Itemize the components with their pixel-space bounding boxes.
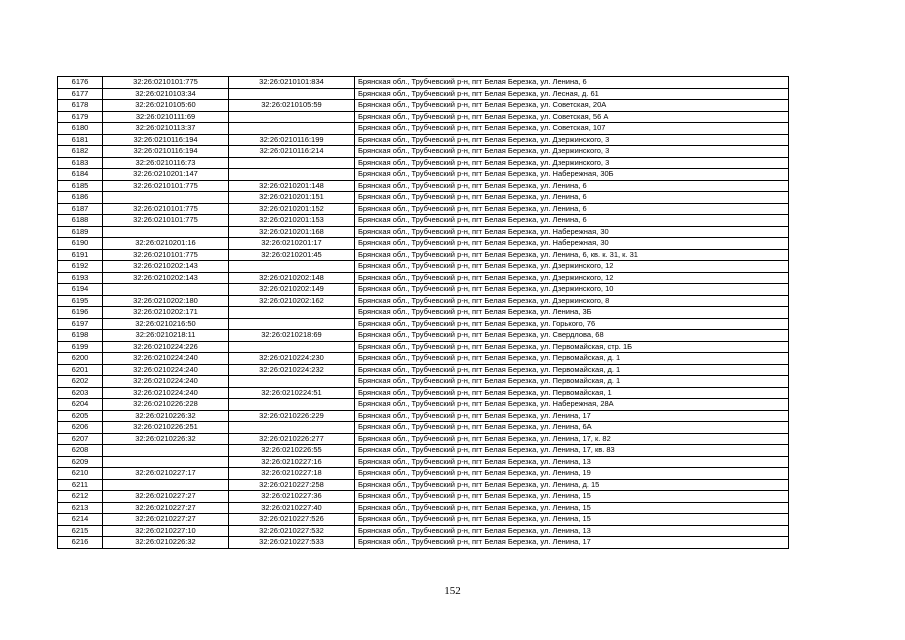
cadastral-number-cell: 32:26:0210201:168: [229, 226, 355, 238]
table-row: [58, 537, 789, 549]
cadastral-number-cell: [229, 422, 355, 434]
address-cell: Брянская обл., Трубчевский р-н, пгт Белая Березка, ул. Дзержинского, 8: [355, 295, 789, 307]
cadastral-number-cell: 32:26:0210116:199: [229, 134, 355, 146]
cadastral-number-cell: [229, 111, 355, 123]
cadastral-number-cell: 32:26:0210226:55: [229, 445, 355, 457]
parent-cadastral-number-cell: 32:26:0210224:240: [103, 353, 229, 365]
address-cell: Брянская обл., Трубчевский р-н, пгт Белая Березка, ул. Первомайская, стр. 1Б: [355, 341, 789, 353]
row-number-cell: 6212: [58, 491, 103, 503]
row-number-cell: 6183: [58, 157, 103, 169]
cadastral-number-cell: 32:26:0210226:277: [229, 433, 355, 445]
table-row: [58, 111, 789, 123]
table-row: [58, 203, 789, 215]
cadastral-number-cell: 32:26:0210224:232: [229, 364, 355, 376]
parent-cadastral-number-cell: [103, 284, 229, 296]
cadastral-number-cell: 32:26:0210202:148: [229, 272, 355, 284]
address-cell: Брянская обл., Трубчевский р-н, пгт Белая Березка, ул. Ленина, 6: [355, 77, 789, 89]
table-row: [58, 433, 789, 445]
cadastral-number-cell: 32:26:0210227:258: [229, 479, 355, 491]
parent-cadastral-number-cell: [103, 445, 229, 457]
table-row: [58, 410, 789, 422]
address-cell: Брянская обл., Трубчевский р-н, пгт Белая Березка, ул. Набережная, 30Б: [355, 169, 789, 181]
table-row: [58, 88, 789, 100]
table-row: [58, 77, 789, 89]
address-cell: Брянская обл., Трубчевский р-н, пгт Белая Березка, ул. Ленина, д. 15: [355, 479, 789, 491]
table-row: [58, 226, 789, 238]
row-number-cell: 6188: [58, 215, 103, 227]
address-cell: Брянская обл., Трубчевский р-н, пгт Белая Березка, ул. Ленина, 6: [355, 180, 789, 192]
row-number-cell: 6209: [58, 456, 103, 468]
parent-cadastral-number-cell: 32:26:0210103:34: [103, 88, 229, 100]
table-row: [58, 100, 789, 112]
cadastral-number-cell: [229, 261, 355, 273]
address-cell: Брянская обл., Трубчевский р-н, пгт Белая Березка, ул. Ленина, 19: [355, 468, 789, 480]
parent-cadastral-number-cell: 32:26:0210113:37: [103, 123, 229, 135]
cadastral-number-cell: 32:26:0210218:69: [229, 330, 355, 342]
row-number-cell: 6205: [58, 410, 103, 422]
row-number-cell: 6191: [58, 249, 103, 261]
parent-cadastral-number-cell: 32:26:0210116:194: [103, 146, 229, 158]
address-cell: Брянская обл., Трубчевский р-н, пгт Белая Березка, ул. Ленина, 3Б: [355, 307, 789, 319]
row-number-cell: 6211: [58, 479, 103, 491]
table-row: [58, 318, 789, 330]
address-cell: Брянская обл., Трубчевский р-н, пгт Белая Березка, ул. Ленина, 6, кв. к. 31, к. 31: [355, 249, 789, 261]
cadastral-number-cell: [229, 157, 355, 169]
parent-cadastral-number-cell: [103, 226, 229, 238]
parent-cadastral-number-cell: 32:26:0210227:17: [103, 468, 229, 480]
address-cell: Брянская обл., Трубчевский р-н, пгт Белая Березка, ул. Ленина, 6: [355, 192, 789, 204]
address-cell: Брянская обл., Трубчевский р-н, пгт Белая Березка, ул. Советская, 20А: [355, 100, 789, 112]
table-row: [58, 491, 789, 503]
table-row: [58, 215, 789, 227]
parent-cadastral-number-cell: 32:26:0210201:16: [103, 238, 229, 250]
parent-cadastral-number-cell: 32:26:0210101:775: [103, 249, 229, 261]
row-number-cell: 6179: [58, 111, 103, 123]
row-number-cell: 6200: [58, 353, 103, 365]
cadastral-number-cell: 32:26:0210202:149: [229, 284, 355, 296]
table-row: [58, 272, 789, 284]
cadastral-number-cell: 32:26:0210101:834: [229, 77, 355, 89]
cadastral-number-cell: 32:26:0210201:153: [229, 215, 355, 227]
row-number-cell: 6195: [58, 295, 103, 307]
row-number-cell: 6184: [58, 169, 103, 181]
cadastral-number-cell: 32:26:0210201:148: [229, 180, 355, 192]
cadastral-number-cell: [229, 376, 355, 388]
parent-cadastral-number-cell: 32:26:0210227:27: [103, 502, 229, 514]
row-number-cell: 6197: [58, 318, 103, 330]
address-cell: Брянская обл., Трубчевский р-н, пгт Белая Березка, ул. Ленина, 17, к. 82: [355, 433, 789, 445]
data-table: [57, 76, 789, 549]
row-number-cell: 6206: [58, 422, 103, 434]
parent-cadastral-number-cell: 32:26:0210226:251: [103, 422, 229, 434]
table-row: [58, 261, 789, 273]
row-number-cell: 6185: [58, 180, 103, 192]
row-number-cell: 6181: [58, 134, 103, 146]
address-cell: Брянская обл., Трубчевский р-н, пгт Белая Березка, ул. Первомайская, 1: [355, 387, 789, 399]
parent-cadastral-number-cell: 32:26:0210227:27: [103, 514, 229, 526]
parent-cadastral-number-cell: 32:26:0210226:32: [103, 537, 229, 549]
address-cell: Брянская обл., Трубчевский р-н, пгт Белая Березка, ул. Свердлова, 68: [355, 330, 789, 342]
address-cell: Брянская обл., Трубчевский р-н, пгт Белая Березка, ул. Ленина, 15: [355, 502, 789, 514]
parent-cadastral-number-cell: 32:26:0210202:143: [103, 272, 229, 284]
table-row: [58, 445, 789, 457]
parent-cadastral-number-cell: 32:26:0210227:27: [103, 491, 229, 503]
parent-cadastral-number-cell: 32:26:0210216:50: [103, 318, 229, 330]
cadastral-number-cell: 32:26:0210224:230: [229, 353, 355, 365]
parent-cadastral-number-cell: [103, 456, 229, 468]
parent-cadastral-number-cell: 32:26:0210202:171: [103, 307, 229, 319]
parent-cadastral-number-cell: 32:26:0210101:775: [103, 77, 229, 89]
table-row: [58, 341, 789, 353]
row-number-cell: 6201: [58, 364, 103, 376]
address-cell: Брянская обл., Трубчевский р-н, пгт Белая Березка, ул. Первомайская, д. 1: [355, 353, 789, 365]
cadastral-number-cell: [229, 341, 355, 353]
parent-cadastral-number-cell: 32:26:0210226:32: [103, 433, 229, 445]
parent-cadastral-number-cell: 32:26:0210227:10: [103, 525, 229, 537]
parent-cadastral-number-cell: 32:26:0210105:60: [103, 100, 229, 112]
cadastral-number-cell: [229, 318, 355, 330]
parent-cadastral-number-cell: 32:26:0210116:73: [103, 157, 229, 169]
table-row: [58, 157, 789, 169]
cadastral-number-cell: [229, 399, 355, 411]
parent-cadastral-number-cell: 32:26:0210226:32: [103, 410, 229, 422]
row-number-cell: 6187: [58, 203, 103, 215]
row-number-cell: 6176: [58, 77, 103, 89]
cadastral-number-cell: [229, 88, 355, 100]
address-cell: Брянская обл., Трубчевский р-н, пгт Белая Березка, ул. Ленина, 15: [355, 491, 789, 503]
address-cell: Брянская обл., Трубчевский р-н, пгт Белая Березка, ул. Дзержинского, 3: [355, 134, 789, 146]
cadastral-number-cell: 32:26:0210202:162: [229, 295, 355, 307]
parent-cadastral-number-cell: 32:26:0210101:775: [103, 215, 229, 227]
address-cell: Брянская обл., Трубчевский р-н, пгт Белая Березка, ул. Ленина, 17, кв. 83: [355, 445, 789, 457]
cadastral-number-cell: [229, 123, 355, 135]
table-row: [58, 399, 789, 411]
address-cell: Брянская обл., Трубчевский р-н, пгт Белая Березка, ул. Ленина, 17: [355, 410, 789, 422]
table-row: [58, 169, 789, 181]
row-number-cell: 6199: [58, 341, 103, 353]
row-number-cell: 6207: [58, 433, 103, 445]
parent-cadastral-number-cell: 32:26:0210111:69: [103, 111, 229, 123]
row-number-cell: 6215: [58, 525, 103, 537]
row-number-cell: 6204: [58, 399, 103, 411]
parent-cadastral-number-cell: 32:26:0210202:143: [103, 261, 229, 273]
table-row: [58, 353, 789, 365]
table-row: [58, 134, 789, 146]
parent-cadastral-number-cell: 32:26:0210101:775: [103, 180, 229, 192]
cadastral-number-cell: 32:26:0210227:36: [229, 491, 355, 503]
cadastral-number-cell: 32:26:0210227:533: [229, 537, 355, 549]
address-cell: Брянская обл., Трубчевский р-н, пгт Белая Березка, ул. Дзержинского, 12: [355, 261, 789, 273]
address-cell: Брянская обл., Трубчевский р-н, пгт Белая Березка, ул. Дзержинского, 3: [355, 157, 789, 169]
row-number-cell: 6178: [58, 100, 103, 112]
cadastral-number-cell: 32:26:0210227:526: [229, 514, 355, 526]
row-number-cell: 6210: [58, 468, 103, 480]
cadastral-number-cell: 32:26:0210227:40: [229, 502, 355, 514]
address-cell: Брянская обл., Трубчевский р-н, пгт Белая Березка, ул. Ленина, 15: [355, 514, 789, 526]
page-number: 152: [444, 585, 461, 597]
table-row: [58, 249, 789, 261]
row-number-cell: 6192: [58, 261, 103, 273]
row-number-cell: 6182: [58, 146, 103, 158]
cadastral-number-cell: 32:26:0210116:214: [229, 146, 355, 158]
cadastral-number-cell: 32:26:0210201:152: [229, 203, 355, 215]
table-row: [58, 146, 789, 158]
cadastral-number-cell: 32:26:0210227:532: [229, 525, 355, 537]
table-row: [58, 284, 789, 296]
table-row: [58, 123, 789, 135]
address-cell: Брянская обл., Трубчевский р-н, пгт Белая Березка, ул. Дзержинского, 12: [355, 272, 789, 284]
table-row: [58, 502, 789, 514]
table-row: [58, 387, 789, 399]
parent-cadastral-number-cell: [103, 479, 229, 491]
parent-cadastral-number-cell: 32:26:0210224:240: [103, 376, 229, 388]
address-cell: Брянская обл., Трубчевский р-н, пгт Белая Березка, ул. Дзержинского, 10: [355, 284, 789, 296]
address-cell: Брянская обл., Трубчевский р-н, пгт Белая Березка, ул. Первомайская, д. 1: [355, 376, 789, 388]
address-cell: Брянская обл., Трубчевский р-н, пгт Белая Березка, ул. Набережная, 30: [355, 226, 789, 238]
parent-cadastral-number-cell: 32:26:0210224:226: [103, 341, 229, 353]
row-number-cell: 6202: [58, 376, 103, 388]
address-cell: Брянская обл., Трубчевский р-н, пгт Белая Березка, ул. Ленина, 17: [355, 537, 789, 549]
table-row: [58, 514, 789, 526]
parent-cadastral-number-cell: 32:26:0210116:194: [103, 134, 229, 146]
row-number-cell: 6190: [58, 238, 103, 250]
address-cell: Брянская обл., Трубчевский р-н, пгт Белая Березка, ул. Советская, 107: [355, 123, 789, 135]
parent-cadastral-number-cell: 32:26:0210201:147: [103, 169, 229, 181]
table-row: [58, 422, 789, 434]
table-row: [58, 468, 789, 480]
table-row: [58, 330, 789, 342]
cadastral-number-cell: 32:26:0210224:51: [229, 387, 355, 399]
parent-cadastral-number-cell: 32:26:0210101:775: [103, 203, 229, 215]
row-number-cell: 6177: [58, 88, 103, 100]
cadastral-number-cell: 32:26:0210227:18: [229, 468, 355, 480]
row-number-cell: 6193: [58, 272, 103, 284]
cadastral-number-cell: 32:26:0210227:16: [229, 456, 355, 468]
row-number-cell: 6196: [58, 307, 103, 319]
address-cell: Брянская обл., Трубчевский р-н, пгт Белая Березка, ул. Советская, 56 А: [355, 111, 789, 123]
address-cell: Брянская обл., Трубчевский р-н, пгт Белая Березка, ул. Набережная, 30: [355, 238, 789, 250]
address-cell: Брянская обл., Трубчевский р-н, пгт Белая Березка, ул. Ленина, 6: [355, 203, 789, 215]
table-row: [58, 456, 789, 468]
table-row: [58, 376, 789, 388]
table-row: [58, 307, 789, 319]
address-cell: Брянская обл., Трубчевский р-н, пгт Белая Березка, ул. Набережная, 28А: [355, 399, 789, 411]
cadastral-number-cell: 32:26:0210201:151: [229, 192, 355, 204]
row-number-cell: 6203: [58, 387, 103, 399]
row-number-cell: 6198: [58, 330, 103, 342]
table-row: [58, 525, 789, 537]
parent-cadastral-number-cell: 32:26:0210224:240: [103, 387, 229, 399]
table-row: [58, 295, 789, 307]
table-body: [58, 77, 789, 549]
table-row: [58, 238, 789, 250]
row-number-cell: 6194: [58, 284, 103, 296]
row-number-cell: 6186: [58, 192, 103, 204]
row-number-cell: 6216: [58, 537, 103, 549]
address-cell: Брянская обл., Трубчевский р-н, пгт Белая Березка, ул. Лесная, д. 61: [355, 88, 789, 100]
parent-cadastral-number-cell: 32:26:0210226:228: [103, 399, 229, 411]
address-cell: Брянская обл., Трубчевский р-н, пгт Белая Березка, ул. Дзержинского, 3: [355, 146, 789, 158]
cadastral-number-cell: 32:26:0210201:17: [229, 238, 355, 250]
address-cell: Брянская обл., Трубчевский р-н, пгт Белая Березка, ул. Ленина, 6А: [355, 422, 789, 434]
address-cell: Брянская обл., Трубчевский р-н, пгт Белая Березка, ул. Ленина, 13: [355, 525, 789, 537]
cadastral-number-cell: [229, 169, 355, 181]
address-cell: Брянская обл., Трубчевский р-н, пгт Белая Березка, ул. Первомайская, д. 1: [355, 364, 789, 376]
parent-cadastral-number-cell: 32:26:0210218:11: [103, 330, 229, 342]
row-number-cell: 6208: [58, 445, 103, 457]
cadastral-number-cell: [229, 307, 355, 319]
row-number-cell: 6214: [58, 514, 103, 526]
cadastral-number-cell: 32:26:0210226:229: [229, 410, 355, 422]
address-cell: Брянская обл., Трубчевский р-н, пгт Белая Березка, ул. Ленина, 6: [355, 215, 789, 227]
parent-cadastral-number-cell: 32:26:0210224:240: [103, 364, 229, 376]
address-cell: Брянская обл., Трубчевский р-н, пгт Белая Березка, ул. Горького, 76: [355, 318, 789, 330]
cadastral-number-cell: 32:26:0210105:59: [229, 100, 355, 112]
table-row: [58, 479, 789, 491]
cadastral-number-cell: 32:26:0210201:45: [229, 249, 355, 261]
row-number-cell: 6180: [58, 123, 103, 135]
row-number-cell: 6189: [58, 226, 103, 238]
address-cell: Брянская обл., Трубчевский р-н, пгт Белая Березка, ул. Ленина, 13: [355, 456, 789, 468]
table-row: [58, 180, 789, 192]
table-row: [58, 364, 789, 376]
parent-cadastral-number-cell: 32:26:0210202:180: [103, 295, 229, 307]
row-number-cell: 6213: [58, 502, 103, 514]
parent-cadastral-number-cell: [103, 192, 229, 204]
table-row: [58, 192, 789, 204]
